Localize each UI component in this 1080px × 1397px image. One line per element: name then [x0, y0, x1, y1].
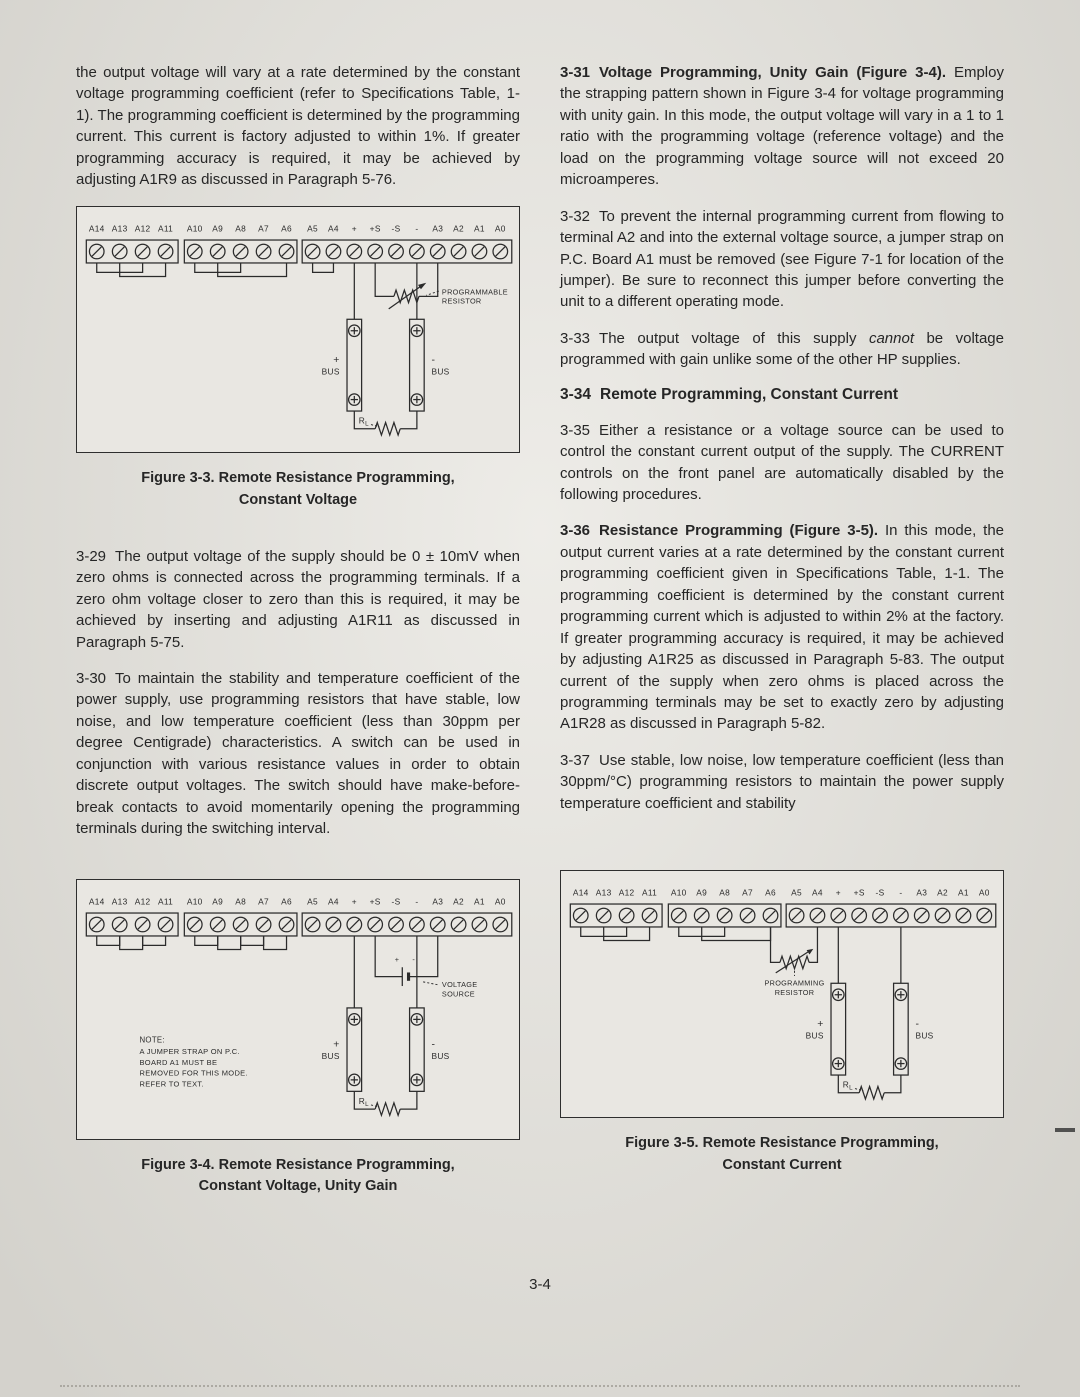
caption-line: Constant Voltage, Unity Gain [198, 1178, 398, 1195]
voltage-source-minus-sign: - [412, 955, 416, 965]
terminal-labels [187, 897, 292, 907]
paragraph-3-31 [560, 62, 1004, 191]
two-column-layout [76, 62, 1004, 1232]
positive-bus-label: BUS [321, 1051, 340, 1062]
caption-line: Constant Voltage [238, 492, 358, 509]
svg-text:A13: A13 [111, 897, 128, 908]
svg-text:-: - [415, 897, 419, 908]
svg-text:A11: A11 [157, 223, 174, 234]
voltage-source-plus-sign: + [394, 955, 400, 965]
caption-line: Constant Current [722, 1156, 842, 1173]
svg-text:A5: A5 [307, 897, 319, 908]
svg-text:A14: A14 [88, 223, 105, 234]
paragraph-3-35 [560, 420, 1004, 506]
jumper-straps [97, 263, 334, 277]
paragraph-intro-continuation [76, 62, 520, 191]
svg-text:A12: A12 [134, 223, 151, 234]
caption-line: Figure 3-5. Remote Resistance Programming, [625, 1134, 939, 1151]
note-line: A JUMPER STRAP ON P.C. [139, 1047, 240, 1057]
bus-terminal-symbols [411, 325, 422, 405]
paragraph-number: 3-37 [560, 751, 591, 769]
terminal-labels [791, 888, 990, 898]
svg-text:+S: +S [853, 887, 865, 898]
paragraph-text: the output voltage will vary at a rate determined by the constant voltage programming coefficient (refer to Specifications Table, 1-1). The programming coefficient is determined by the programming current. This current is factory adjusted to within 1%. If greater programming accuracy is required, it may be achieved by adjusting A1R9 as discussed in Paragraph 5-76. [76, 64, 520, 189]
programming-resistor-label-line2: RESISTOR [774, 987, 815, 997]
paragraph-3-33 [560, 328, 1004, 371]
constant-current-schematic [563, 879, 1001, 1115]
paragraph-3-37 [560, 750, 1004, 814]
svg-text:A1: A1 [958, 887, 969, 898]
terminal-strip [86, 240, 511, 263]
section-heading-3-34 [560, 386, 1004, 404]
paragraph-number: 3-33 [560, 329, 591, 347]
terminal-labels [187, 223, 292, 233]
terminal-labels [307, 223, 506, 233]
svg-text:A3: A3 [432, 223, 444, 234]
figure-3-5-diagram [560, 870, 1004, 1118]
negative-bus-label: BUS [431, 366, 450, 377]
jumper-straps [97, 936, 287, 950]
paragraph-text: To prevent the internal programming current from flowing to terminal A2 and into the external voltage source, a jumper strap on P.C. Board A1 must be removed (see Figure 7-1 for location of the jumper). Be sure to reconnect this jumper before converting the unit to a different operating mode. [560, 207, 1004, 311]
scan-artifact-dash [1055, 1128, 1075, 1132]
svg-text:A11: A11 [157, 897, 174, 908]
bus-terminal-symbols [833, 989, 844, 1069]
svg-text:A1: A1 [474, 223, 485, 234]
paragraph-text: To maintain the stability and temperature coefficient of the power supply, use programming resistors that have stable, low noise, and low temperature coefficient (less than 30ppm per degree Centigrade) characteristics. A switch can be used in conjunction with various resistance values in order to obtain discrete output voltages. The switch should have make-before-break contacts to avoid momentarily opening the programming terminals during the switching interval. [76, 669, 520, 838]
paragraph-text: Employ the strapping pattern shown in Figure 3-4 for voltage programming with unity gain. In this mode, the output voltage will vary in a 1 to 1 ratio with the programming voltage (reference voltage) and the load on the programming voltage source will not exceed 20 microamperes. [560, 64, 1004, 189]
figure-3-3-diagram [76, 206, 520, 454]
svg-text:A7: A7 [258, 223, 269, 234]
positive-bus-bar [831, 927, 846, 1075]
svg-text:A12: A12 [134, 897, 151, 908]
negative-bus-label: BUS [915, 1030, 934, 1041]
svg-text:A10: A10 [670, 887, 687, 898]
svg-text:+S: +S [369, 897, 381, 908]
svg-text:A4: A4 [328, 223, 339, 234]
paragraph-lead: Resistance Programming (Figure 3-5). [599, 522, 879, 540]
svg-text:+: + [835, 887, 841, 898]
svg-text:A3: A3 [916, 887, 928, 898]
svg-text:A14: A14 [88, 897, 105, 908]
positive-bus-sign: + [817, 1019, 824, 1031]
note-line: REFER TO TEXT. [139, 1080, 204, 1090]
bus-terminal-symbols [411, 1014, 422, 1086]
terminal-labels [89, 223, 173, 233]
paragraph-text: The output voltage of the supply should be 0 ± 10mV when zero ohms is connected across the programming terminals. If a zero ohm voltage closer to zero than this is required, it may be achieved by inserting and adjusting A1R11 as discussed in Paragraph 5-75. [76, 547, 520, 651]
positive-bus-sign: + [333, 1040, 340, 1052]
load-resistor-label: $R_L$ [842, 1079, 853, 1092]
svg-text:A12: A12 [618, 887, 635, 898]
figure-3-4 [76, 879, 520, 1198]
programmable-resistor-label-line1: PROGRAMMABLE [441, 286, 508, 296]
bus-terminal-symbols [895, 989, 906, 1069]
svg-text:A5: A5 [307, 223, 319, 234]
voltage-source-label-line1: VOLTAGE [441, 980, 478, 990]
svg-text:A2: A2 [453, 897, 464, 908]
load-resistor-label: $R_L$ [358, 415, 369, 428]
svg-text:A14: A14 [572, 887, 589, 898]
left-column [76, 62, 520, 1232]
svg-text:A3: A3 [432, 897, 444, 908]
figure-3-5-caption [560, 1133, 1004, 1177]
terminal-screws [573, 908, 991, 923]
note-line: NOTE: [139, 1035, 165, 1045]
bus-terminal-symbols [349, 1014, 360, 1086]
note-line: BOARD A1 MUST BE [139, 1058, 218, 1068]
load-resistor-label: $R_L$ [358, 1096, 369, 1109]
svg-text:-: - [899, 887, 903, 898]
emphasized-word: cannot [868, 329, 914, 347]
svg-text:A8: A8 [719, 887, 731, 898]
svg-text:A10: A10 [186, 897, 203, 908]
positive-bus-sign: + [333, 354, 340, 366]
svg-text:A10: A10 [186, 223, 203, 234]
svg-text:+S: +S [369, 223, 381, 234]
terminal-screws [89, 244, 507, 259]
right-column [560, 62, 1004, 1232]
svg-text:A13: A13 [111, 223, 128, 234]
paragraph-number: 3-30 [76, 669, 107, 687]
paragraph-number: 3-32 [560, 207, 591, 225]
svg-text:A9: A9 [212, 223, 224, 234]
svg-text:+: + [351, 223, 357, 234]
negative-bus-label: BUS [431, 1051, 450, 1062]
heading-number: 3-34 [560, 385, 592, 403]
voltage-source-symbol [375, 936, 439, 986]
svg-text:A6: A6 [281, 223, 292, 234]
paragraph-number: 3-31 [560, 64, 591, 81]
negative-bus-sign: - [431, 1040, 436, 1052]
paragraph-number: 3-35 [560, 421, 591, 439]
paragraph-number: 3-36 [560, 522, 591, 540]
page-number: 3-4 [529, 1276, 551, 1294]
jumper-straps [581, 927, 771, 941]
svg-text:A5: A5 [791, 887, 803, 898]
programmable-resistor-symbol [375, 263, 439, 309]
svg-text:-: - [415, 223, 419, 234]
svg-text:A8: A8 [235, 223, 247, 234]
terminal-labels [573, 888, 657, 898]
svg-text:A4: A4 [812, 887, 823, 898]
paragraph-3-36 [560, 520, 1004, 734]
svg-text:A6: A6 [765, 887, 776, 898]
svg-text:A4: A4 [328, 897, 339, 908]
figure-3-4-diagram [76, 879, 520, 1139]
heading-title: Remote Programming, Constant Current [600, 385, 899, 403]
svg-text:A6: A6 [281, 897, 292, 908]
svg-text:A9: A9 [212, 897, 224, 908]
figure-3-4-caption [76, 1155, 520, 1199]
paragraph-text: Either a resistance or a voltage source can be used to control the constant current output of the supply. The CURRENT controls on the front panel are automatically disabled by the following procedures. [560, 421, 1004, 503]
svg-text:A2: A2 [453, 223, 464, 234]
terminal-labels [671, 888, 776, 898]
constant-voltage-unity-gain-schematic [79, 888, 517, 1136]
bus-terminal-symbols [349, 325, 360, 405]
caption-line: Figure 3-4. Remote Resistance Programming, [141, 1156, 455, 1173]
positive-bus-label: BUS [321, 366, 340, 377]
positive-bus-bar [347, 263, 362, 411]
constant-voltage-schematic [79, 215, 517, 451]
svg-text:A8: A8 [235, 897, 247, 908]
svg-text:-S: -S [875, 887, 885, 898]
figure-3-5 [560, 870, 1004, 1176]
paragraph-lead: Voltage Programming, Unity Gain (Figure 3-4). [599, 64, 947, 81]
paragraph-3-29 [76, 546, 520, 653]
terminal-screws [89, 918, 507, 933]
svg-text:A0: A0 [494, 223, 506, 234]
positive-bus-bar [347, 936, 362, 1091]
note-line: REMOVED FOR THIS MODE. [139, 1069, 248, 1079]
svg-text:A0: A0 [494, 897, 506, 908]
paragraph-text: Use stable, low noise, low temperature coefficient (less than 30ppm/°C) programming resistors to maintain the power supply temperature coefficient and stability [560, 751, 1004, 812]
paragraph-text: The output voltage of this supply [599, 329, 857, 347]
svg-text:A11: A11 [641, 887, 658, 898]
figure-3-3 [76, 206, 520, 512]
terminal-labels [307, 897, 506, 907]
negative-bus-sign: - [915, 1019, 920, 1031]
programming-resistor-symbol [771, 927, 818, 976]
svg-text:A7: A7 [742, 887, 753, 898]
paragraph-3-32 [560, 206, 1004, 313]
svg-text:A9: A9 [696, 887, 708, 898]
scan-artifact-dotted-line [60, 1385, 1020, 1387]
svg-text:A2: A2 [937, 887, 948, 898]
paragraph-3-30 [76, 668, 520, 840]
terminal-strip [570, 904, 995, 927]
programming-resistor-label-line1: PROGRAMMING [764, 978, 825, 988]
voltage-source-label-line2: SOURCE [441, 989, 475, 999]
svg-text:A0: A0 [978, 887, 990, 898]
positive-bus-label: BUS [805, 1030, 824, 1041]
paragraph-number: 3-29 [76, 547, 107, 565]
terminal-strip [86, 914, 511, 937]
negative-bus-sign: - [431, 354, 436, 366]
negative-bus-bar [894, 927, 909, 1075]
svg-text:A1: A1 [474, 897, 485, 908]
caption-line: Figure 3-3. Remote Resistance Programming, [141, 470, 455, 487]
programmable-resistor-label-line2: RESISTOR [441, 296, 482, 306]
paragraph-text: In this mode, the output current varies at a rate determined by the constant current programming coefficient given in Specifications Table, 1-1. The programming coefficient is determined by the constant current programming current which is adjusted to within 2% at the factory. If greater programming accuracy is required, it may be achieved by adjusting A1R25 as discussed in Paragraph 5-83. The output current of the supply when zero ohms is placed across the programming terminals may be set to exactly zero by adjusting A1R28 as discussed in Paragraph 5-82. [560, 522, 1005, 733]
svg-text:+: + [351, 897, 357, 908]
svg-text:-S: -S [391, 897, 401, 908]
note-block [139, 1036, 247, 1089]
svg-text:A13: A13 [595, 887, 612, 898]
terminal-labels [89, 897, 173, 907]
paragraph-text: be voltage programmed with gain unlike some of the other HP supplies. [560, 329, 1004, 369]
svg-text:A7: A7 [258, 897, 269, 908]
figure-3-3-caption [76, 468, 520, 512]
svg-text:-S: -S [391, 223, 401, 234]
